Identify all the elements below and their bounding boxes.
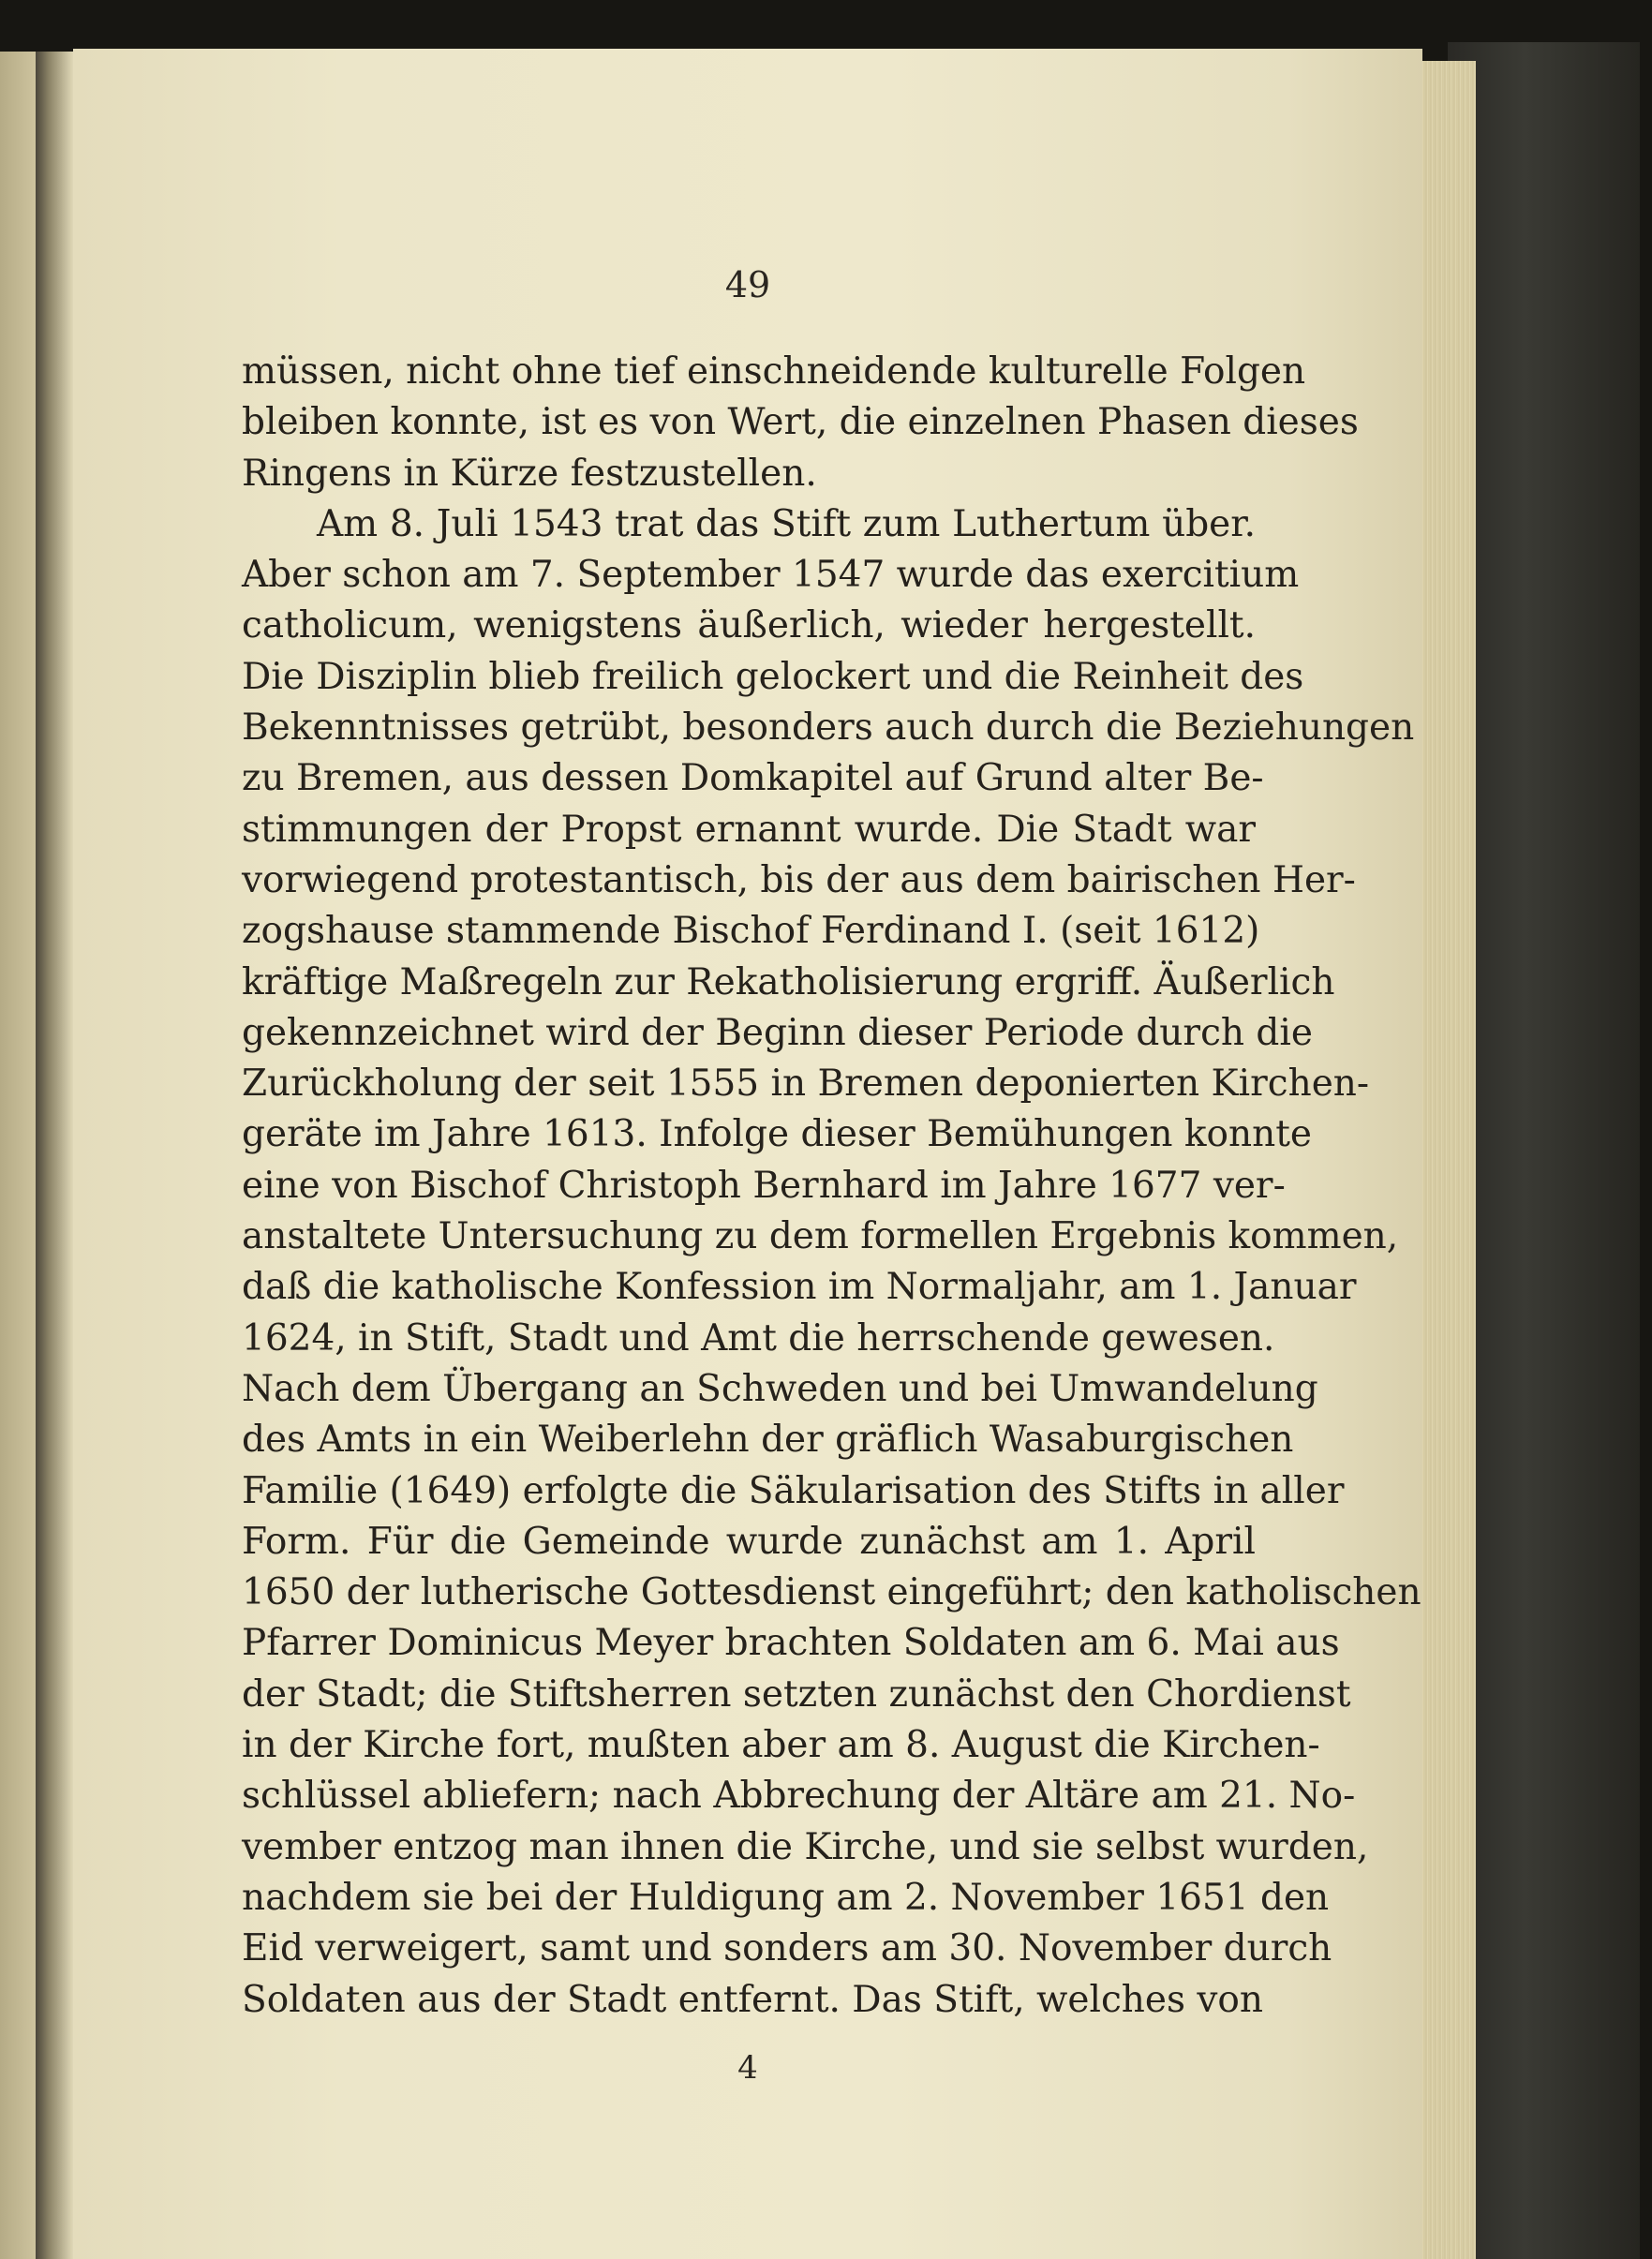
text-line: Pfarrer Dominicus Meyer brachten Soldaten am 6. Mai aus [242,1622,1340,1665]
book-page [73,49,1422,2259]
book-cover-edge [1448,42,1640,2259]
text-line: geräte im Jahre 1613. Infolge dieser Bemühungen konnte [242,1113,1312,1156]
text-line: des Amts in ein Weiberlehn der gräflich Wasaburgischen [242,1419,1294,1462]
text-line: Ringens in Kürze festzustellen. [242,452,817,495]
text-line: vember entzog man ihnen die Kirche, und sie selbst wurden, [242,1825,1369,1868]
text-line: vorwiegend protestantisch, bis der aus dem bairischen Her- [242,858,1356,901]
text-line: kräftige Maßregeln zur Rekatholisierung ergriff. Äußerlich [242,960,1335,1003]
text-line: anstaltete Untersuchung zu dem formellen Ergebnis kommen, [242,1215,1399,1258]
book-gutter [36,52,73,2259]
text-line: Am 8. Juli 1543 trat das Stift zum Luthertum über. [317,502,1256,545]
text-line: nachdem sie bei der Huldigung am 2. November 1651 den [242,1876,1330,1919]
text-line: in der Kirche fort, mußten aber am 8. August die Kirchen- [242,1724,1320,1767]
text-line: Eid verweigert, samt und sonders am 30. November durch [242,1927,1332,1970]
text-line: Die Disziplin blieb freilich gelockert und die Reinheit des [242,655,1304,698]
text-line: daß die katholische Konfession im Normaljahr, am 1. Januar [242,1266,1357,1309]
body-text [242,347,1421,2026]
text-line: schlüssel abliefern; nach Abbrechung der Altäre am 21. No- [242,1775,1356,1818]
text-line: zu Bremen, aus dessen Domkapitel auf Grund alter Be- [242,757,1264,800]
text-line: Form. Für die Gemeinde wurde zunächst am 1. April [242,1520,1256,1563]
text-line: 1650 der lutherische Gottesdienst eingeführt; den katholischen [242,1571,1421,1614]
text-line: Nach dem Übergang an Schweden und bei Umwandelung [242,1367,1318,1410]
page-block-edges [1420,61,1476,2259]
text-line: bleiben konnte, ist es von Wert, die einzelnen Phasen dieses [242,401,1359,444]
facing-page-edge [0,52,36,2259]
text-line: stimmungen der Propst ernannt wurde. Die Stadt war [242,808,1256,851]
text-line: Bekenntnisses getrübt, besonders auch durch die Beziehungen [242,706,1415,750]
text-line: zogshause stammende Bischof Ferdinand I. (seit 1612) [242,910,1260,953]
text-line: Zurückholung der seit 1555 in Bremen deponierten Kirchen- [242,1063,1370,1106]
text-line: 1624, in Stift, Stadt und Amt die herrschende gewesen. [242,1316,1275,1360]
text-line: eine von Bischof Christoph Bernhard im Jahre 1677 ver- [242,1164,1286,1207]
text-line: Soldaten aus der Stadt entfernt. Das Stift, welches von [242,1978,1264,2021]
text-line: catholicum, wenigstens äußerlich, wieder hergestellt. [242,604,1256,647]
text-line: müssen, nicht ohne tief einschneidende kulturelle Folgen [242,350,1306,393]
page-number: 49 [724,264,771,305]
text-line: Aber schon am 7. September 1547 wurde das exercitium [242,554,1300,597]
text-line: gekennzeichnet wird der Beginn dieser Periode durch die [242,1011,1313,1054]
text-line: der Stadt; die Stiftsherren setzten zunächst den Chordienst [242,1672,1351,1716]
text-line: Familie (1649) erfolgte die Säkularisation des Stifts in aller [242,1469,1345,1512]
signature-mark: 4 [737,2049,758,2087]
